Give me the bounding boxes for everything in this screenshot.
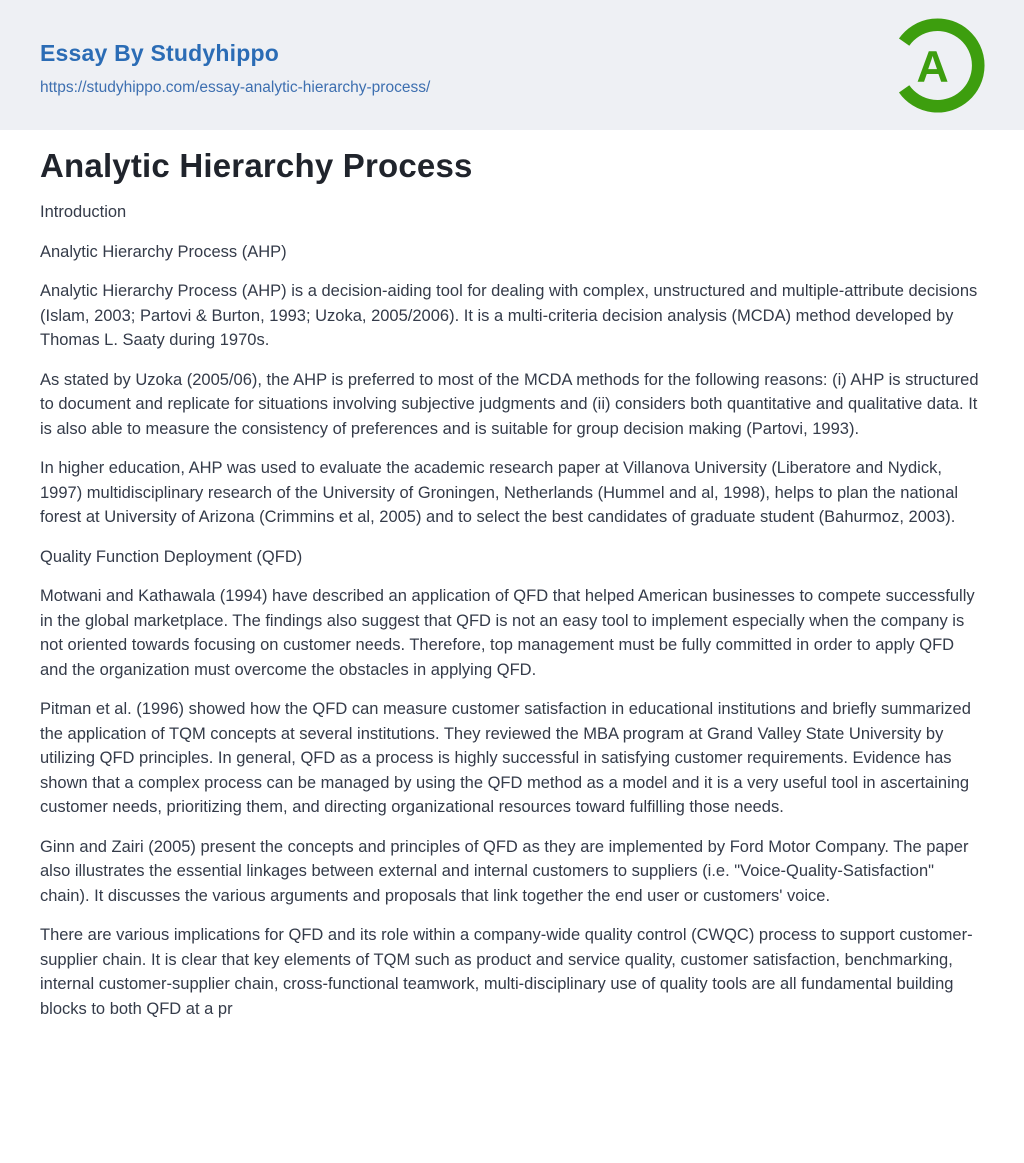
paragraph: Pitman et al. (1996) showed how the QFD can measure customer satisfaction in educational institutions and briefly summarized the application of TQM concepts at several institutions. They reviewed the MBA program at Grand Valley State University by utilizing QFD principles. In general, QFD as a process is highly successful in satisfying customer requirements. Evidence has shown that a complex process can be managed by using the QFD method as a model and it is a very useful tool in ascertaining customer needs, prioritizing them, and directing organizational resources toward fulfilling those needs. [40,700,971,816]
paragraph: Ginn and Zairi (2005) present the concepts and principles of QFD as they are implemented by Ford Motor Company. The paper also illustrates the essential linkages between external and internal customers to suppliers (i.e. "Voice-Quality-Satisfaction" chain). It discusses the various arguments and proposals that link together the end user or customers' voice. [40,837,969,905]
paragraph: Analytic Hierarchy Process (AHP) is a decision-aiding tool for dealing with complex, unstructured and multiple-attribute decisions (Islam, 2003; Partovi & Burton, 1993; Uzoka, 2005/2006). It is a multi-criteria decision analysis (MCDA) method developed by Thomas L. Saaty during 1970s. [40,282,978,349]
site-title: Essay By Studyhippo [40,40,279,66]
paragraph: In higher education, AHP was used to evaluate the academic research paper at Villanova University (Liberatore and Nydick, 1997) multidisciplinary research of the University of Groningen, Netherlands (Hummel and al, 1998), helps to plan the national forest at University of Arizona (Crimmins et al, 2005) and to select the best candidates of graduate student (Bahurmoz, 2003). [40,459,959,526]
paragraph: As stated by Uzoka (2005/06), the AHP is preferred to most of the MCDA methods for the following reasons: (i) AHP is structured to document and replicate for situations involving subjective judgments and (ii) considers both quantitative and qualitative data. It is also able to measure the consistency of preferences and is suitable for group decision making (Partovi, 1993). [40,370,979,438]
article-body [40,200,984,1021]
logo-letter: A [916,42,949,92]
paragraph: Analytic Hierarchy Process (AHP) [40,242,287,261]
article [0,130,1024,1021]
site-header [0,0,1024,130]
paragraph: Motwani and Kathawala (1994) have described an application of QFD that helped American businesses to compete successfully in the global marketplace. The findings also suggest that QFD is not an easy tool to implement especially when the company is not oriented towards focusing on customer needs. Therefore, top management must be fully committed in order to apply QFD and the organization must overcome the obstacles in applying QFD. [40,587,975,679]
article-title: Analytic Hierarchy Process [40,147,473,184]
page-url-link[interactable]: https://studyhippo.com/essay-analytic-hierarchy-process/ [40,79,431,96]
paragraph: There are various implications for QFD and its role within a company-wide quality control (CWQC) process to support customer-supplier chain. It is clear that key elements of TQM such as product and service quality, customer satisfaction, benchmarking, internal customer-supplier chain, cross-functional teamwork, multi-disciplinary use of quality tools are all fundamental building blocks to both QFD at a pr [40,926,973,1018]
paragraph: Introduction [40,203,127,221]
studyhippo-logo-icon [889,17,986,114]
paragraph: Quality Function Deployment (QFD) [40,547,303,566]
